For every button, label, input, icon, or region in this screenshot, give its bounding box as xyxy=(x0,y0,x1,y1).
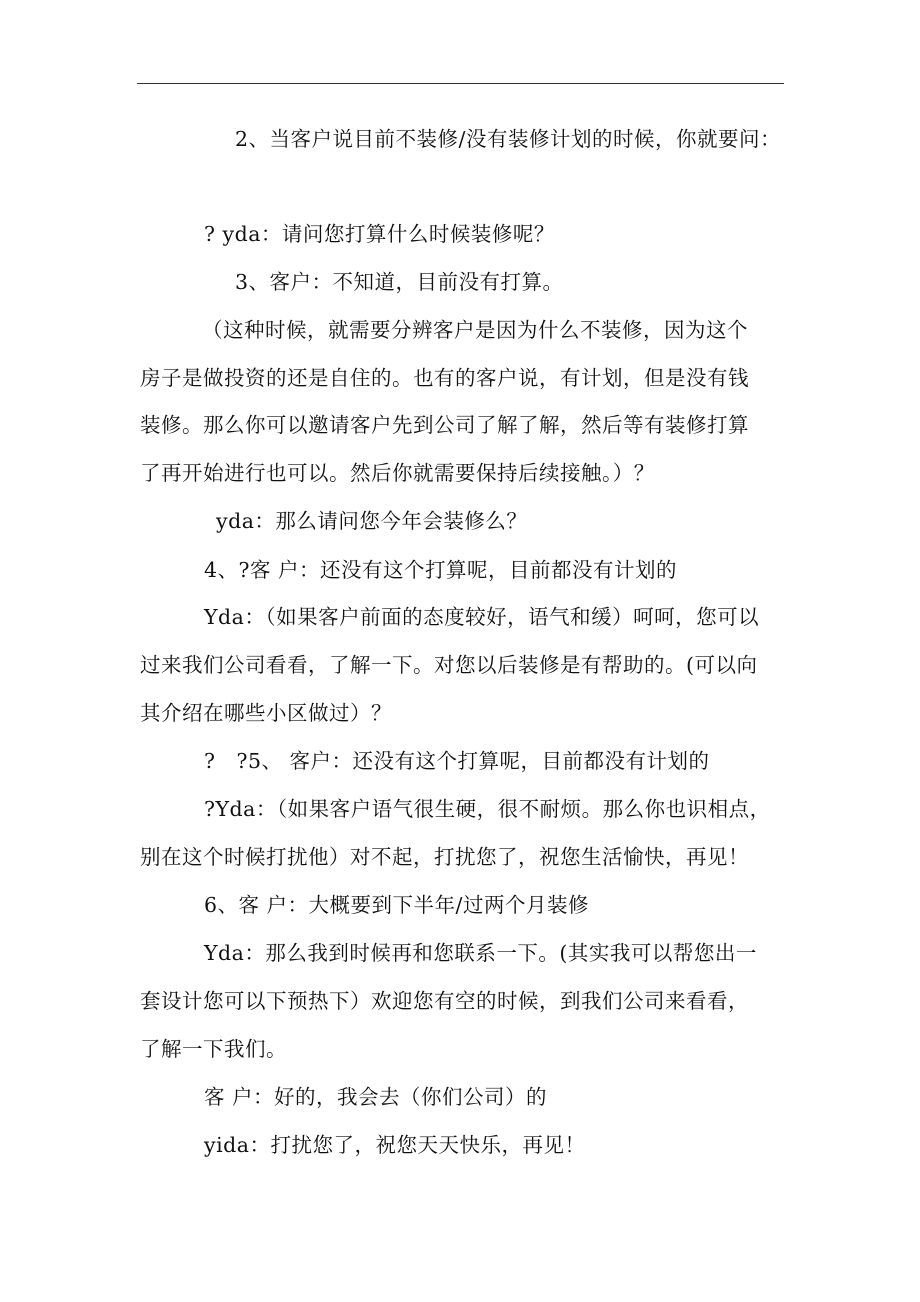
header-rule xyxy=(137,83,784,84)
text-line: 其介绍在哪些小区做过）？ xyxy=(140,701,392,725)
text-line: 3、客户：不知道，目前没有打算。 xyxy=(235,270,564,294)
text-line: 房子是做投资的还是自住的。也有的客户说，有计划，但是没有钱 xyxy=(140,366,749,390)
text-line: 套设计您可以下预热下）欢迎您有空的时候，到我们公司来看看， xyxy=(140,989,749,1013)
text-line: 了再开始进行也可以。然后你就需要保持后续接触。）？ xyxy=(140,461,655,485)
text-line: yda：那么请问您今年会装修么？ xyxy=(216,509,528,533)
text-line: Yda：那么我到时候再和您联系一下。(其实我可以帮您出一 xyxy=(204,941,757,965)
text-line: ?Yda：（如果客户语气很生硬，很不耐烦。那么你也识相点， xyxy=(204,797,771,821)
text-line: ? ?5、 客户：还没有这个打算呢，目前都没有计划的 xyxy=(204,749,710,773)
text-line: 过来我们公司看看，了解一下。对您以后装修是有帮助的。(可以向 xyxy=(140,653,758,677)
text-line: 装修。那么你可以邀请客户先到公司了解了解，然后等有装修打算 xyxy=(140,413,749,437)
text-line: 客 户：好的，我会去（你们公司）的 xyxy=(204,1085,548,1109)
text-line: 了解一下我们。 xyxy=(140,1037,287,1061)
text-line: ? yda：请问您打算什么时候装修呢？ xyxy=(204,222,555,246)
text-line: yida：打扰您了，祝您天天快乐，再见！ xyxy=(204,1133,586,1157)
text-line: 4、?客 户：还没有这个打算呢，目前都没有计划的 xyxy=(204,558,678,582)
text-line: （这种时候，就需要分辨客户是因为什么不装修，因为这个 xyxy=(202,318,748,342)
text-line: Yda：（如果客户前面的态度较好，语气和缓）呵呵，您可以 xyxy=(204,605,760,629)
text-line: 别在这个时候打扰他）对不起，打扰您了，祝您生活愉快，再见！ xyxy=(140,845,749,869)
text-line: 6、客 户：大概要到下半年/过两个月装修 xyxy=(204,893,589,917)
text-line: 2、当客户说目前不装修/没有装修计划的时候，你就要问： xyxy=(235,127,781,151)
